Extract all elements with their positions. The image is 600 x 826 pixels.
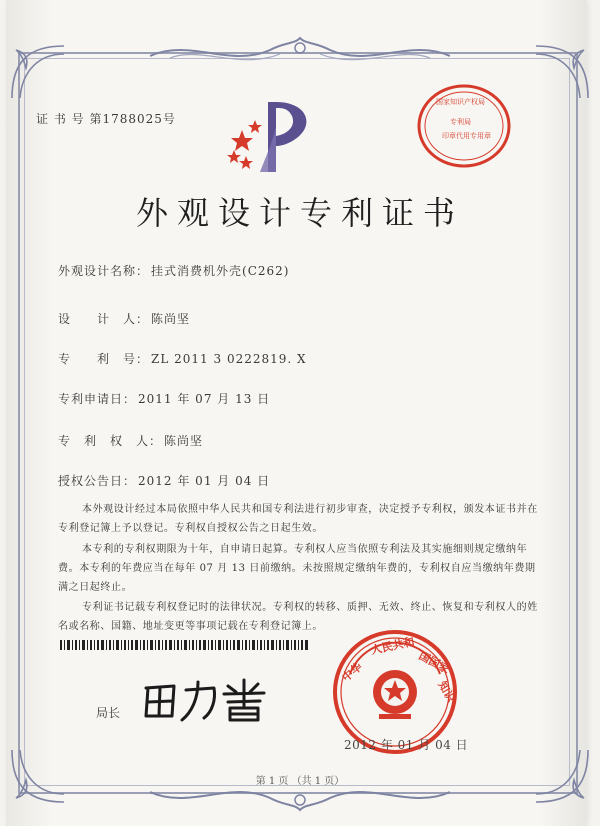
field-label: 授权公告日：	[58, 474, 137, 488]
director-label: 局长	[96, 706, 121, 720]
patent-number-field	[58, 350, 307, 367]
certificate-title: 外观设计专利证书	[135, 194, 464, 232]
svg-text:国家知识产权局: 国家知识产权局	[436, 98, 485, 106]
svg-text:中华: 中华	[339, 660, 365, 685]
field-value: 挂式消费机外壳(C262)	[151, 264, 290, 278]
field-value: 陈尚坚	[164, 434, 204, 448]
grant-date-field	[58, 472, 270, 489]
corner-ornament-icon	[8, 42, 68, 102]
term-paragraph: 本专利的专利权期限为十年，自申请日起算。专利权人应当依照专利法及其实施细则规定缴纳年费。本专利的年费应当在每年 07 月 13 日前缴纳。未按照规定缴纳年费的，专利权自应当缴纳年费期满之日起终止。	[58, 544, 536, 593]
designer-field	[58, 310, 190, 327]
special-seal-stamp	[414, 80, 514, 172]
field-label: 专利申请日：	[58, 392, 137, 406]
field-label: 设 计 人：	[58, 312, 150, 326]
field-value: 2012 年 01 月 04 日	[138, 474, 271, 488]
field-label: 外观设计名称：	[58, 264, 150, 278]
svg-text:专利局: 专利局	[450, 118, 471, 126]
certificate-number: 证 书 号 第1788025号	[36, 112, 176, 126]
svg-text:知识: 知识	[435, 679, 458, 705]
patentee-field	[58, 432, 203, 449]
svg-text:印章代用专用章: 印章代用专用章	[442, 132, 491, 140]
barcode-icon	[60, 640, 310, 650]
director-signature	[140, 676, 270, 724]
application-date-field	[58, 390, 270, 407]
svg-text:国国家: 国国家	[416, 649, 452, 677]
field-value: 陈尚坚	[151, 312, 191, 326]
field-value: 2011 年 07 月 13 日	[138, 392, 271, 406]
field-value: ZL 2011 3 0222819. X	[151, 352, 307, 366]
page-number: 第 1 页 （共 1 页）	[255, 776, 345, 787]
top-ornament-icon	[150, 34, 450, 70]
grant-paragraph: 本外观设计经过本局依照中华人民共和国专利法进行初步审查，决定授予专利权，颁发本证书并在专利登记簿上予以登记。专利权自授权公告之日起生效。	[58, 504, 538, 534]
design-name-field	[58, 262, 289, 279]
corner-ornament-icon	[532, 42, 592, 102]
register-paragraph: 专利证书记载专利权登记时的法律状况。专利权的转移、质押、无效、终止、恢复和专利权人的姓名或名称、国籍、地址变更等事项记载在专利登记簿上。	[58, 602, 538, 632]
issue-date: 2012 年 01 月 04 日	[344, 738, 469, 752]
field-label: 专 利 权 人：	[58, 434, 163, 448]
patent-office-emblem-icon	[222, 96, 318, 178]
field-label: 专 利 号：	[58, 352, 150, 366]
svg-text:人民共和: 人民共和	[369, 635, 416, 657]
